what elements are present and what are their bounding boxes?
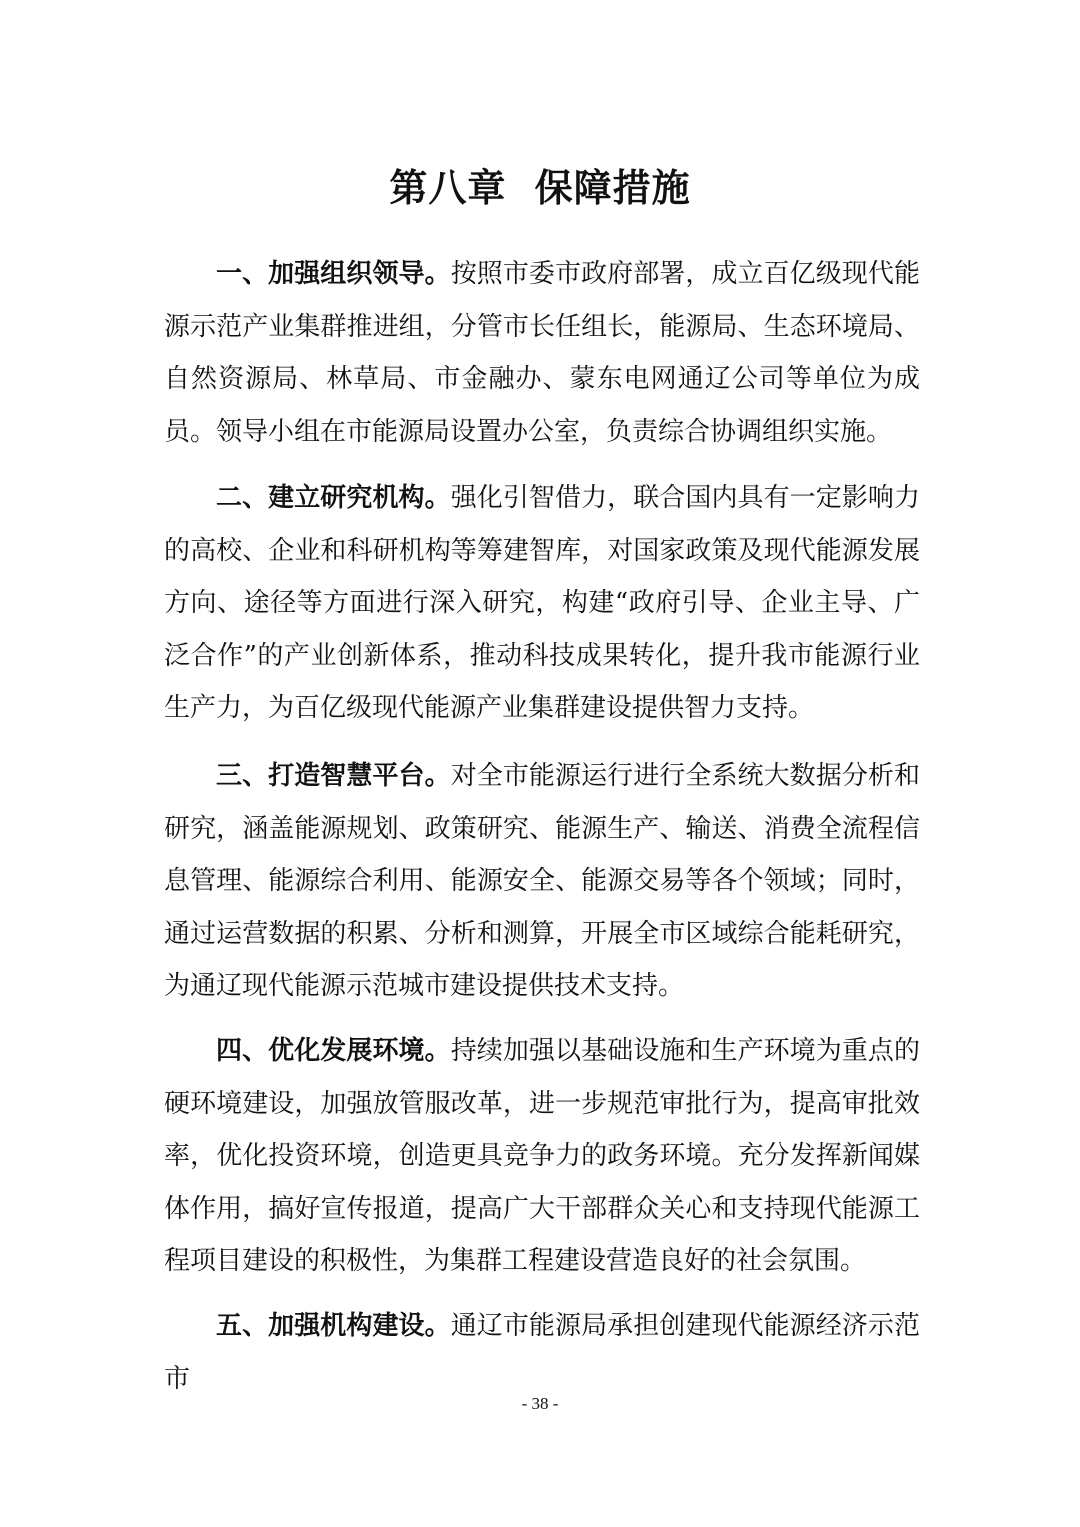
section-body: 按照市委市政府部署，成立百亿级现代能源示范产业集群推进组，分管市长任组长，能源局、生态环境局、自然资源局、林草局、市金融办、蒙东电网通辽公司等单位为成员。领导小组在市能源局设置办公室，负责综合协调组织实施。 [164,259,920,447]
section-heading: 三、打造智慧平台。 [216,761,451,791]
page-number: - 38 - [521,1394,559,1413]
section-development-environment [164,1025,920,1288]
section-smart-platform [164,750,920,1013]
section-body: 持续加强以基础设施和生产环境为重点的硬环境建设，加强放管服改革，进一步规范审批行为，提高审批效率，优化投资环境，创造更具竞争力的政务环境。充分发挥新闻媒体作用，搞好宣传报道，提高广大干部群众关心和支持现代能源工程项目建设的积极性，为集群工程建设营造良好的社会氛围。 [164,1036,920,1276]
section-heading: 一、加强组织领导。 [216,259,451,289]
section-body: 对全市能源运行进行全系统大数据分析和研究，涵盖能源规划、政策研究、能源生产、输送、消费全流程信息管理、能源综合利用、能源安全、能源交易等各个领域；同时，通过运营数据的积累、分析和测算，开展全市区域综合能耗研究，为通辽现代能源示范城市建设提供技术支持。 [164,761,920,1001]
section-body: 强化引智借力，联合国内具有一定影响力的高校、企业和科研机构等筹建智库，对国家政策及现代能源发展方向、途径等方面进行深入研究，构建“政府引导、企业主导、广泛合作”的产业创新体系，推动科技成果转化，提升我市能源行业生产力，为百亿级现代能源产业集群建设提供智力支持。 [164,483,920,723]
section-institution-building [164,1300,920,1405]
section-organization-leadership [164,248,920,458]
section-heading: 二、建立研究机构。 [216,483,451,513]
section-research-institution [164,472,920,735]
section-heading: 五、加强机构建设。 [216,1311,451,1341]
section-heading: 四、优化发展环境。 [216,1036,451,1066]
chapter-title: 第八章 保障措施 [389,165,691,210]
section-body: 通辽市能源局承担创建现代能源经济示范市 [164,1311,920,1394]
